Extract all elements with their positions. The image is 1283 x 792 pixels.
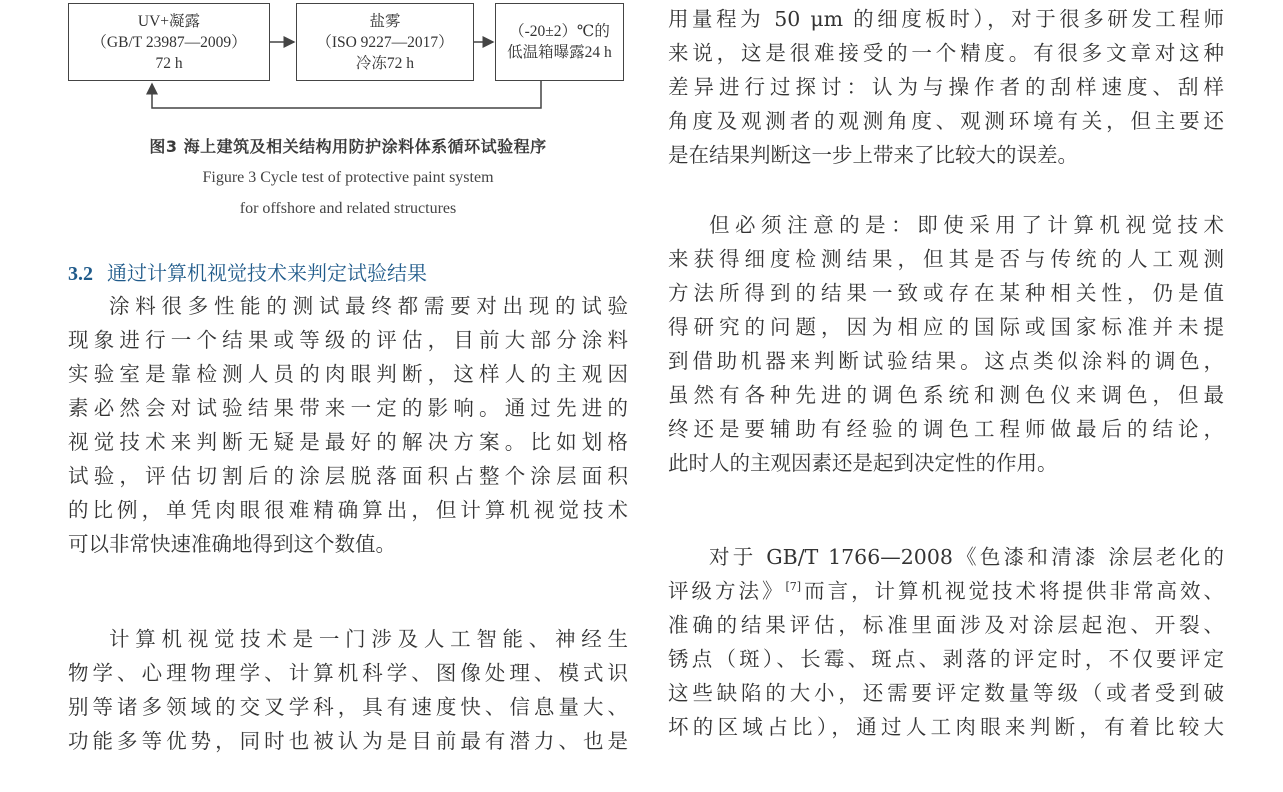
- paragraph-line: 试验，评估切割后的涂层脱落面积占整个涂层面积: [68, 464, 628, 488]
- section-number: 3.2: [68, 263, 93, 285]
- figure-caption-en-line1: Figure 3 Cycle test of protective paint system: [202, 169, 494, 186]
- paragraph-line: 别等诸多领域的交叉学科，具有速度快、信息量大、: [68, 695, 628, 719]
- paragraph-line: 是在结果判断这一步上带来了比较大的误差。: [668, 143, 1078, 167]
- paragraph: [68, 289, 628, 561]
- paragraph-line: 用量程为 50 μm 的细度板时），对于很多研发工程师: [668, 7, 1224, 31]
- paragraph-line-rest: 而言，计算机视觉技术将提供非常高效、: [801, 579, 1224, 603]
- flow-box-line: 72 h: [155, 54, 183, 72]
- paragraph-line: 这些缺陷的大小，还需要评定数量等级（或者受到破: [668, 681, 1224, 705]
- paragraph-line: 角度及观测者的观测角度、观测环境有关，但主要还: [668, 109, 1224, 133]
- figure-caption-cn: 图3 海上建筑及相关结构用防护涂料体系循环试验程序: [149, 137, 547, 156]
- flow-box-line: （-20±2）℃的: [509, 23, 610, 40]
- paragraph-line: 现象进行一个结果或等级的评估，目前大部分涂料: [68, 328, 628, 352]
- standard-title-end: 评级方法》: [668, 579, 786, 603]
- figure-caption-en-line2: for offshore and related structures: [239, 200, 457, 217]
- paragraph-line: 此时人的主观因素还是起到决定性的作用。: [668, 451, 1058, 475]
- paragraph-line: 实验室是靠检测人员的肉眼判断，这样人的主观因: [68, 362, 628, 386]
- paragraph-line: 锈点（斑）、长霉、斑点、剥落的评定时，不仅要评定: [668, 647, 1224, 671]
- flow-box-line: UV+凝露: [137, 12, 201, 30]
- arrow-loop-back: [152, 81, 541, 108]
- flow-box-line: 盐雾: [369, 12, 401, 30]
- paragraph-line: 的比例，单凭肉眼很难精确算出，但计算机视觉技术: [68, 498, 628, 522]
- paragraph-line: 视觉技术来判断无疑是最好的解决方案。比如划格: [68, 430, 628, 454]
- paragraph-line: 来获得细度检测结果，但其是否与传统的人工观测: [668, 247, 1224, 271]
- paragraph-line: 到借助机器来判断试验结果。这点类似涂料的调色，: [668, 349, 1224, 373]
- paragraph-line: 物学、心理物理学、计算机科学、图像处理、模式识: [68, 661, 628, 685]
- paragraph: [668, 540, 1224, 744]
- paragraph-line: 涂料很多性能的测试最终都需要对出现的试验: [109, 294, 628, 318]
- paragraph-line: 来说，这是很难接受的一个精度。有很多文章对这种: [668, 41, 1224, 65]
- cycle-test-flow-diagram: [68, 0, 628, 120]
- flow-box-line: （ISO 9227—2017）: [316, 33, 454, 51]
- paragraph-line: 可以非常快速准确地得到这个数值。: [68, 532, 396, 556]
- paragraph-line: 计算机视觉技术是一门涉及人工智能、神经生: [109, 627, 628, 651]
- flow-box-line: 冷冻72 h: [355, 54, 415, 72]
- section-title: 通过计算机视觉技术来判定试验结果: [107, 261, 427, 285]
- paragraph-line: 终还是要辅助有经验的调色工程师做最后的结论，: [668, 417, 1224, 441]
- paragraph-line: 对于 GB/T 1766—2008《色漆和清漆 涂层老化的: [709, 545, 1224, 569]
- paragraph-line: 但必须注意的是：即使采用了计算机视觉技术: [709, 213, 1224, 237]
- flow-box-line: 低温箱曝露24 h: [507, 44, 612, 61]
- paragraph-line: 虽然有各种先进的调色系统和测色仪来调色，但最: [668, 383, 1224, 407]
- flow-arrows: [68, 0, 628, 120]
- paragraph: [68, 622, 628, 758]
- paragraph-line: 功能多等优势，同时也被认为是目前最有潜力、也是: [68, 729, 628, 753]
- paragraph-line: 坏的区域占比），通过人工肉眼来判断，有着比较大: [668, 715, 1224, 739]
- section-heading: [68, 257, 628, 286]
- flow-box-line: （GB/T 23987—2009）: [91, 33, 247, 51]
- paragraph-line: 方法所得到的结果一致或存在某种相关性，仍是值: [668, 281, 1224, 305]
- paragraph-line: 差异进行过探讨：认为与操作者的刮样速度、刮样: [668, 75, 1224, 99]
- paragraph: [668, 208, 1224, 480]
- paragraph-line: 素必然会对试验结果带来一定的影响。通过先进的: [68, 396, 628, 420]
- paragraph-line: 得研究的问题，因为相应的国际或国家标准并未提: [668, 315, 1224, 339]
- paragraph-line: [668, 574, 1224, 608]
- paragraph: [668, 2, 1224, 172]
- citation-ref[interactable]: [7]: [785, 580, 802, 594]
- paragraph-line: 准确的结果评估，标准里面涉及对涂层起泡、开裂、: [668, 613, 1224, 637]
